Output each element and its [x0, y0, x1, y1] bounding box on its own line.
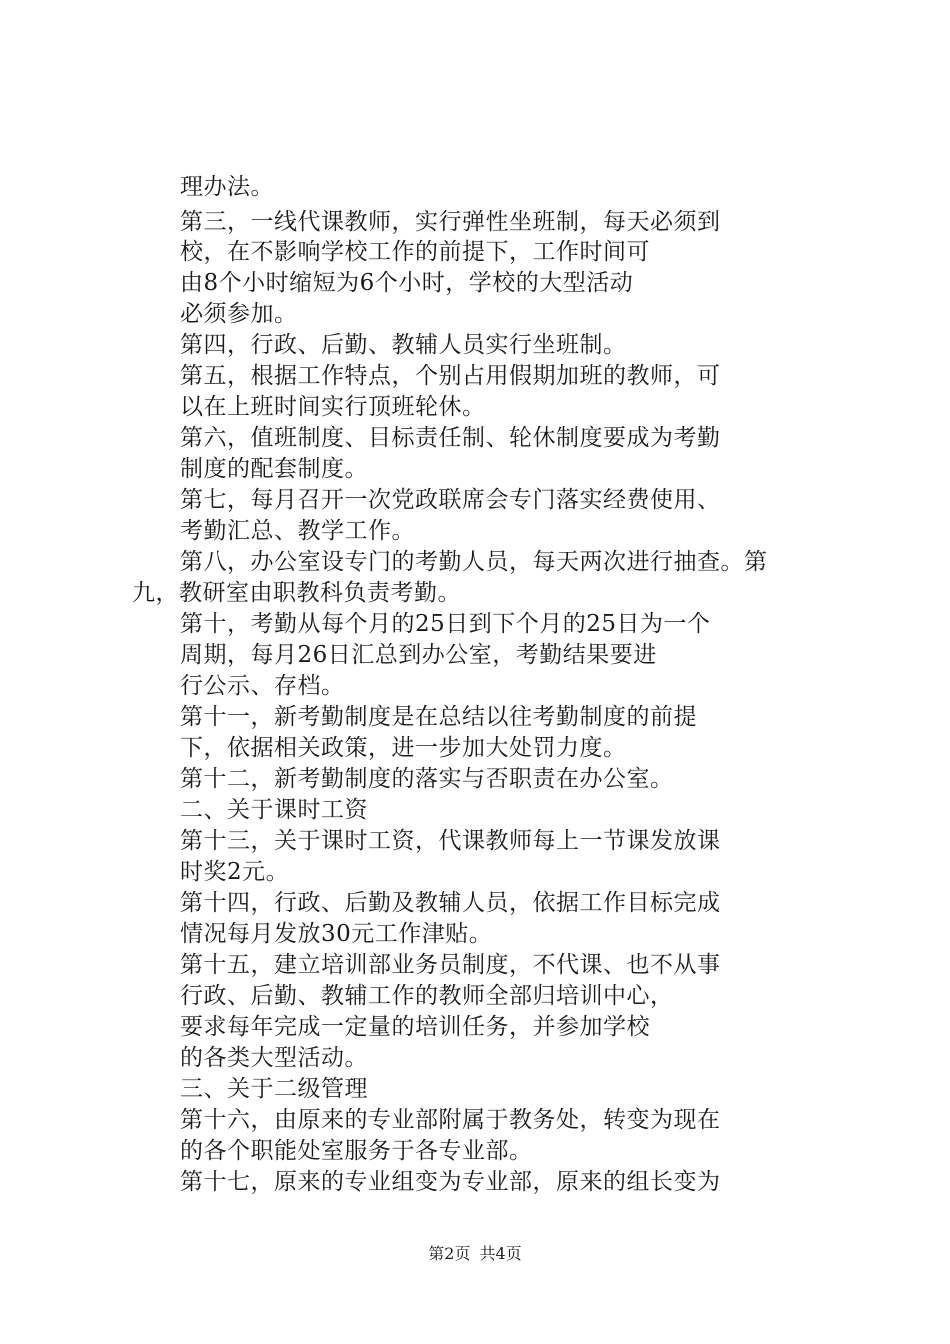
text-line: 的各个职能处室服务于各专业部。: [180, 1138, 533, 1164]
text-line: 第八，办公室设专门的考勤人员，每天两次进行抽查。第: [180, 549, 768, 575]
text-line: 第十七，原来的专业组变为专业部，原来的组长变为: [180, 1169, 721, 1195]
text-line: 第十一，新考勤制度是在总结以往考勤制度的前提: [180, 704, 697, 730]
text-line: 必须参加。: [180, 301, 298, 327]
text-line: 周期，每月26日汇总到办公室，考勤结果要进: [180, 642, 657, 668]
text-line: 由8个小时缩短为6个小时，学校的大型活动: [180, 270, 634, 296]
text-line: 下，依据相关政策，进一步加大处罚力度。: [180, 735, 627, 761]
section-heading: 二、关于课时工资: [180, 797, 368, 823]
text-line: 第十四，行政、后勤及教辅人员，依据工作目标完成: [180, 890, 721, 916]
page-total: 共4页: [479, 1244, 522, 1263]
text-line: 行公示、存档。: [180, 673, 345, 699]
text-line: 理办法。: [180, 174, 274, 200]
text-line: 校，在不影响学校工作的前提下，工作时间可: [180, 239, 650, 265]
page-number: 第2页: [428, 1244, 471, 1263]
text-line: 第五，根据工作特点，个别占用假期加班的教师，可: [180, 363, 721, 389]
text-line: 第六，值班制度、目标责任制、轮休制度要成为考勤: [180, 425, 721, 451]
text-line: 第十，考勤从每个月的25日到下个月的25日为一个: [180, 611, 711, 637]
text-line: 制度的配套制度。: [180, 456, 368, 482]
text-line: 行政、后勤、教辅工作的教师全部归培训中心，: [180, 983, 674, 1009]
section-heading: 三、关于二级管理: [180, 1076, 368, 1102]
text-line: 第四，行政、后勤、教辅人员实行坐班制。: [180, 332, 627, 358]
text-line: 要求每年完成一定量的培训任务，并参加学校: [180, 1014, 650, 1040]
text-line: 第三，一线代课教师，实行弹性坐班制，每天必须到: [180, 209, 721, 235]
text-line: 第十六，由原来的专业部附属于教务处，转变为现在: [180, 1107, 721, 1133]
text-line: 的各类大型活动。: [180, 1045, 368, 1071]
text-line: 第十五，建立培训部业务员制度，不代课、也不从事: [180, 952, 721, 978]
text-line: 考勤汇总、教学工作。: [180, 518, 415, 544]
page-footer: [0, 1244, 950, 1264]
text-line: 九，教研室由职教科负责考勤。: [132, 580, 461, 606]
text-line: 时奖2元。: [180, 859, 290, 885]
text-line: 第七，每月召开一次党政联席会专门落实经费使用、: [180, 487, 721, 513]
text-line: 以在上班时间实行顶班轮休。: [180, 394, 486, 420]
text-line: 第十三，关于课时工资，代课教师每上一节课发放课: [180, 828, 721, 854]
text-line: 第十二，新考勤制度的落实与否职责在办公室。: [180, 766, 674, 792]
text-line: 情况每月发放30元工作津贴。: [180, 921, 493, 947]
